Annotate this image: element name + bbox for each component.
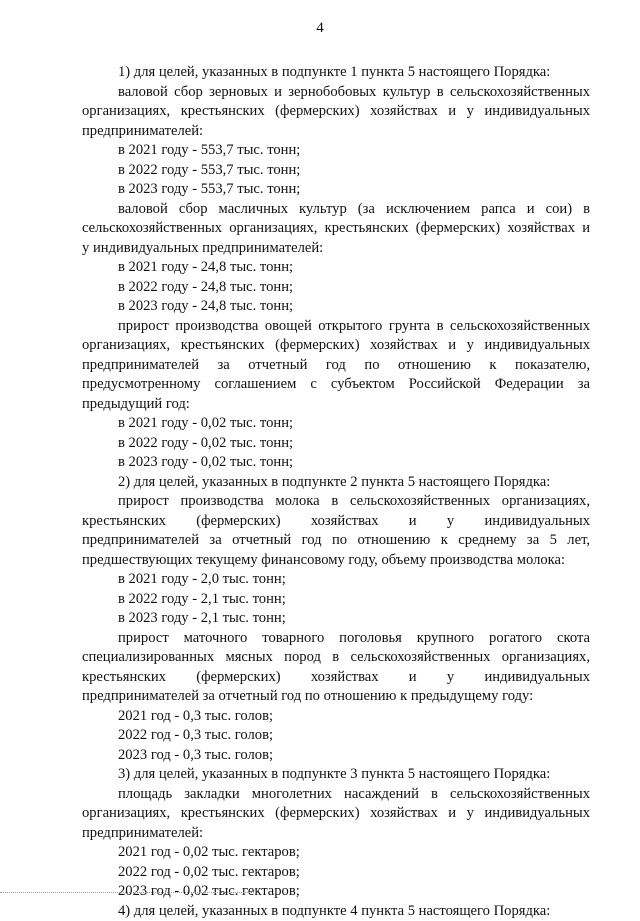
text-line: в 2022 году - 0,02 тыс. тонн; xyxy=(82,434,590,454)
page-number: 4 xyxy=(0,18,640,38)
text-line: специализированных мясных пород в сельскохозяйственных организациях, xyxy=(82,648,590,668)
text-line: предпринимателей: xyxy=(82,824,590,844)
text-line: в 2021 году - 0,02 тыс. тонн; xyxy=(82,414,590,434)
text-line: валовой сбор масличных культур (за исключением рапса и сои) в xyxy=(82,200,590,220)
text-line: в 2023 году - 24,8 тыс. тонн; xyxy=(82,297,590,317)
text-line: крестьянских (фермерских) хозяйствах и у индивидуальных xyxy=(82,668,590,688)
text-line: прирост производства молока в сельскохозяйственных организациях, xyxy=(82,492,590,512)
text-line: в 2022 году - 2,1 тыс. тонн; xyxy=(82,590,590,610)
text-line: 2023 год - 0,3 тыс. голов; xyxy=(82,746,590,766)
text-line: организациях, крестьянских (фермерских) хозяйствах и у индивидуальных xyxy=(82,804,590,824)
text-line: 1) для целей, указанных в подпункте 1 пункта 5 настоящего Порядка: xyxy=(82,63,590,83)
text-line: прирост маточного товарного поголовья крупного рогатого скота xyxy=(82,629,590,649)
text-line: у индивидуальных предпринимателей: xyxy=(82,239,590,259)
text-line: валовой сбор зерновых и зернобобовых культур в сельскохозяйственных xyxy=(82,83,590,103)
document-body xyxy=(82,63,590,921)
text-line: в 2023 году - 2,1 тыс. тонн; xyxy=(82,609,590,629)
text-line: предпринимателей за отчетный год по отношению к предыдущему году: xyxy=(82,687,590,707)
text-line: в 2023 году - 0,02 тыс. тонн; xyxy=(82,453,590,473)
text-line: 4) для целей, указанных в подпункте 4 пункта 5 настоящего Порядка: xyxy=(82,902,590,921)
text-line: предпринимателей за отчетный год по отношению к показателю, xyxy=(82,356,590,376)
text-line: предусмотренному соглашением с субъектом Российской Федерации за xyxy=(82,375,590,395)
text-line: организациях, крестьянских (фермерских) хозяйствах и у индивидуальных xyxy=(82,336,590,356)
text-line: предпринимателей: xyxy=(82,122,590,142)
text-line: в 2021 году - 553,7 тыс. тонн; xyxy=(82,141,590,161)
text-line: площадь закладки многолетних насаждений в сельскохозяйственных xyxy=(82,785,590,805)
text-line: предшествующих текущему финансовому году, объему производства молока: xyxy=(82,551,590,571)
text-line: сельскохозяйственных организациях, крестьянских (фермерских) хозяйствах и xyxy=(82,219,590,239)
footer-divider xyxy=(0,892,260,893)
text-line: в 2022 году - 553,7 тыс. тонн; xyxy=(82,161,590,181)
text-line: в 2021 году - 2,0 тыс. тонн; xyxy=(82,570,590,590)
text-line: крестьянских (фермерских) хозяйствах и у индивидуальных xyxy=(82,512,590,532)
text-line: в 2023 году - 553,7 тыс. тонн; xyxy=(82,180,590,200)
text-line: предыдущий год: xyxy=(82,395,590,415)
text-line: в 2022 году - 24,8 тыс. тонн; xyxy=(82,278,590,298)
text-line: 2022 год - 0,3 тыс. голов; xyxy=(82,726,590,746)
text-line: 2021 год - 0,02 тыс. гектаров; xyxy=(82,843,590,863)
text-line: прирост производства овощей открытого грунта в сельскохозяйственных xyxy=(82,317,590,337)
text-line: 2023 год - 0,02 тыс. гектаров; xyxy=(82,882,590,902)
text-line: организациях, крестьянских (фермерских) хозяйствах и у индивидуальных xyxy=(82,102,590,122)
text-line: 2) для целей, указанных в подпункте 2 пункта 5 настоящего Порядка: xyxy=(82,473,590,493)
text-line: 2022 год - 0,02 тыс. гектаров; xyxy=(82,863,590,883)
text-line: предпринимателей за отчетный год по отношению к среднему за 5 лет, xyxy=(82,531,590,551)
text-line: в 2021 году - 24,8 тыс. тонн; xyxy=(82,258,590,278)
text-line: 2021 год - 0,3 тыс. голов; xyxy=(82,707,590,727)
text-line: 3) для целей, указанных в подпункте 3 пункта 5 настоящего Порядка: xyxy=(82,765,590,785)
